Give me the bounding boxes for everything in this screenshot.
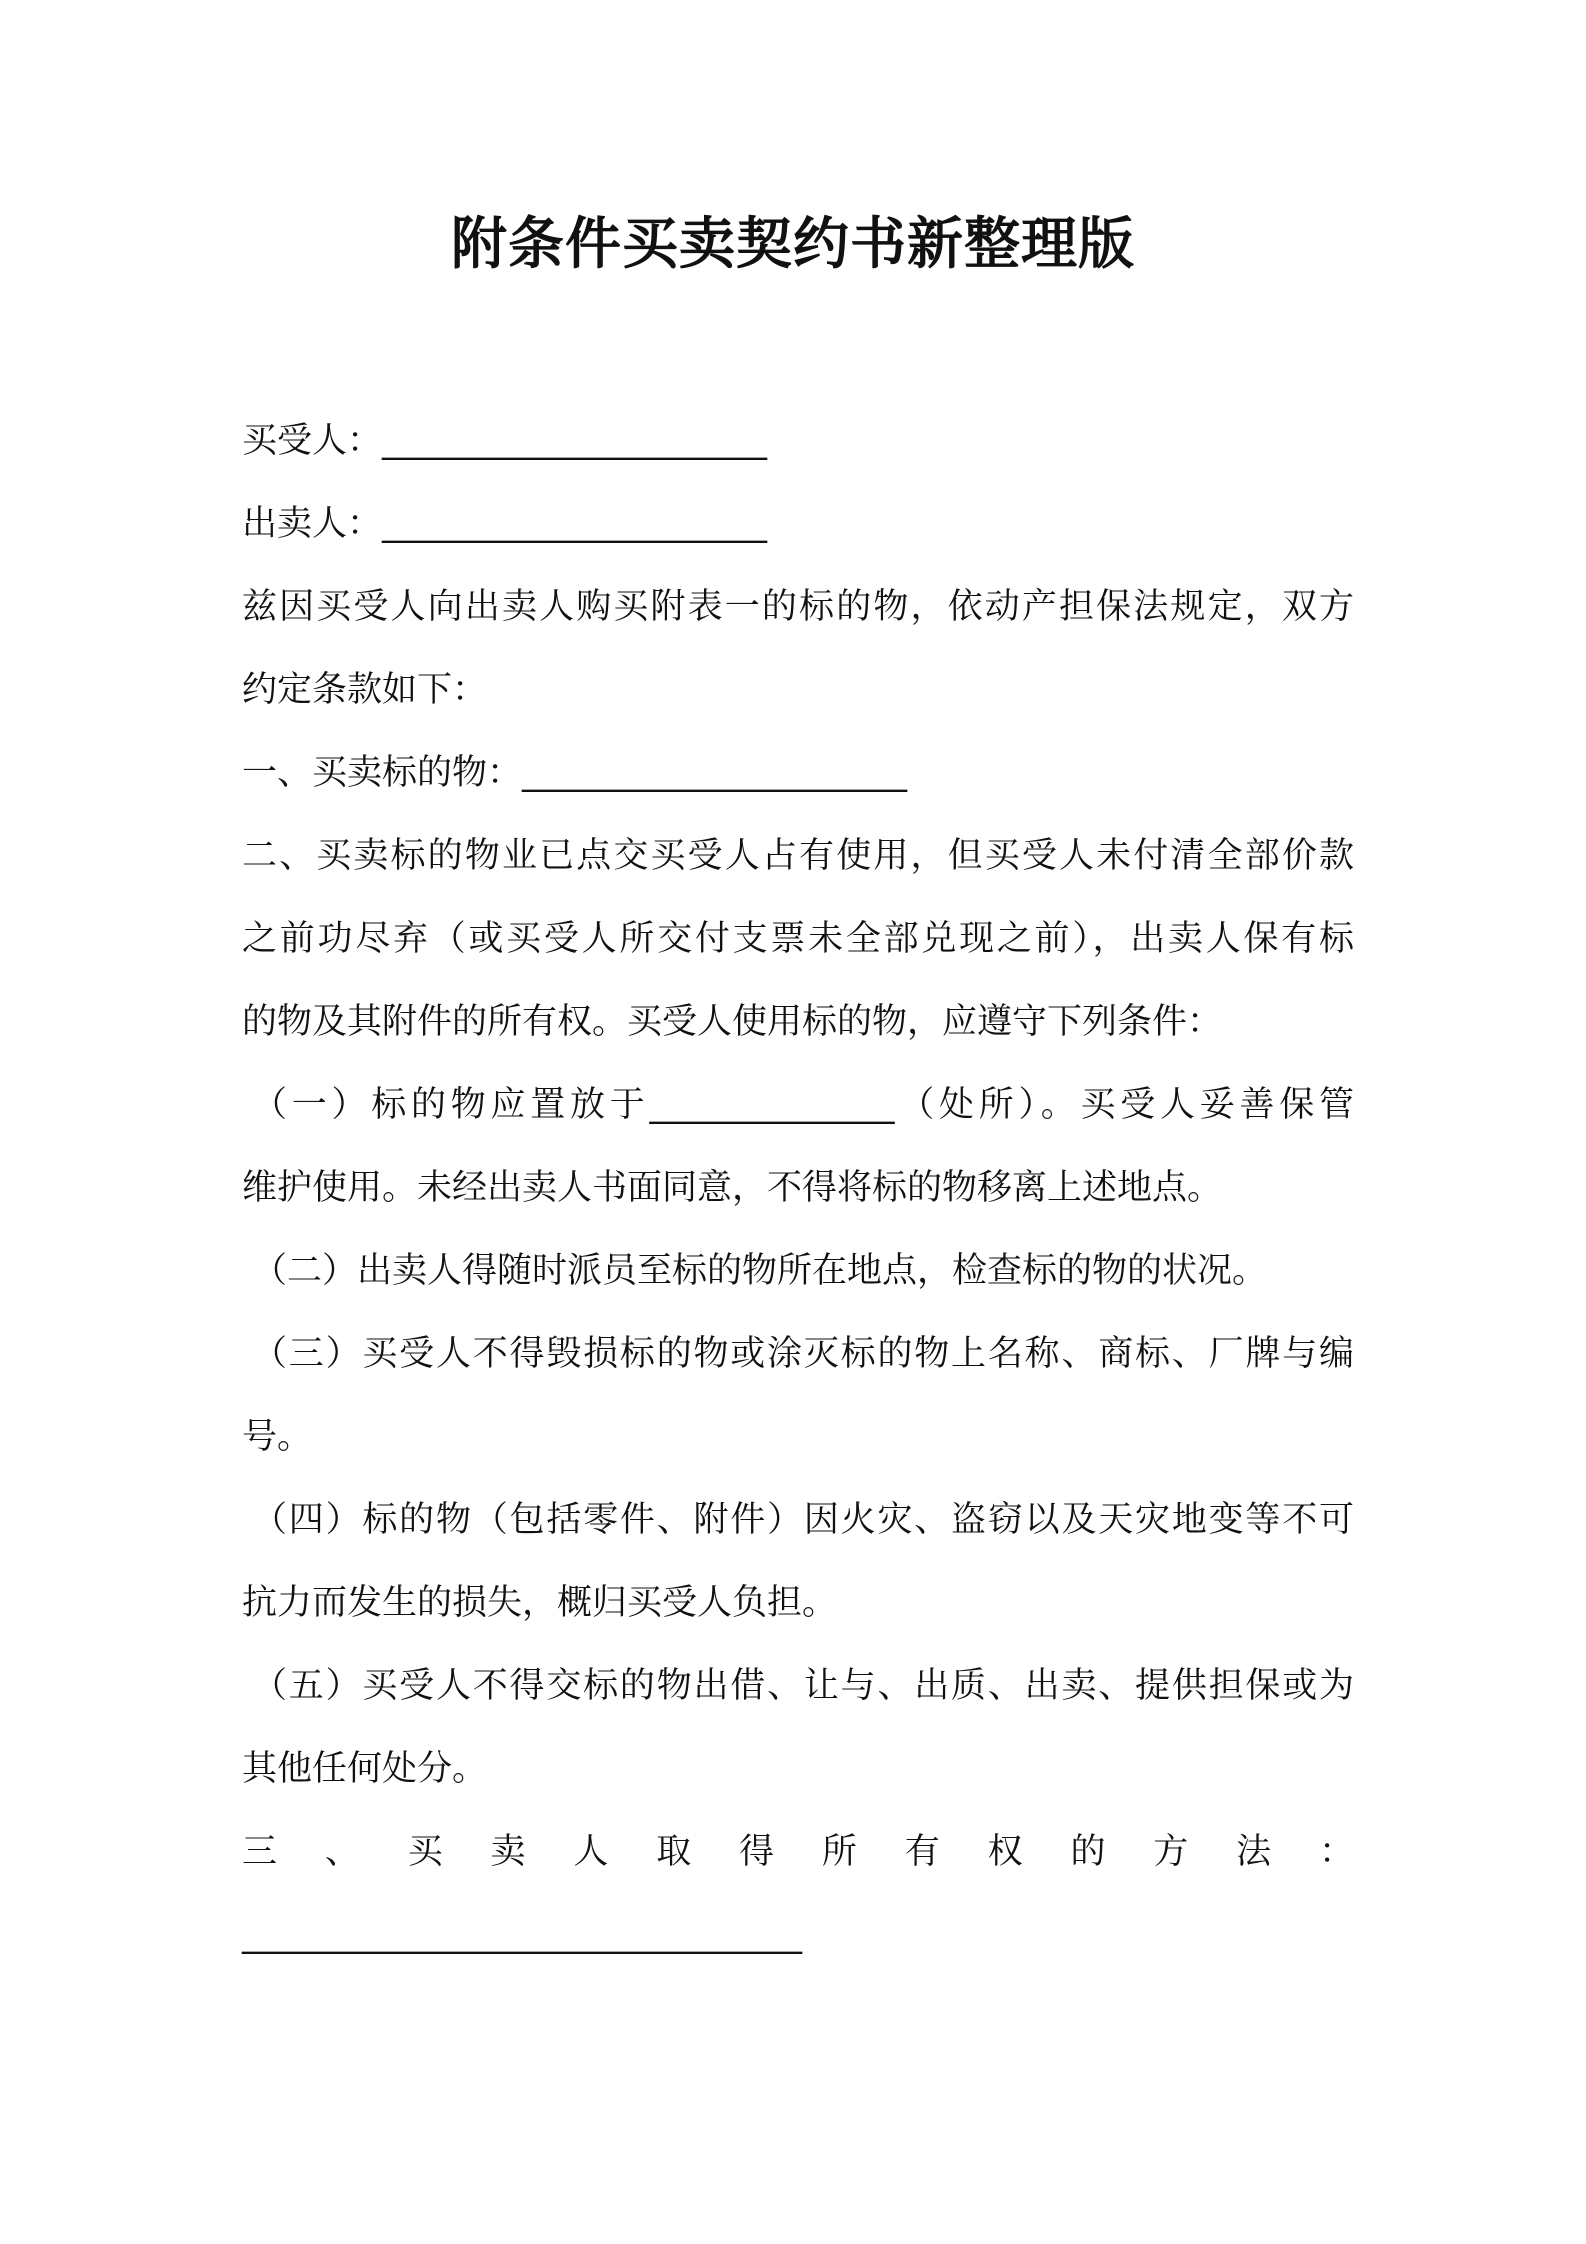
clause-3-char: 法 — [1236, 1832, 1272, 1872]
intro-line-1: 兹因买受人向出卖人购买附表一的标的物，依动产担保法规定，双方 — [242, 587, 1354, 627]
buyer-line: 买受人：______________________ — [242, 421, 768, 461]
condition-4-line-1: （四）标的物（包括零件、附件）因火灾、盗窃以及天灾地变等不可 — [252, 1500, 1354, 1540]
condition-1-line-2: 维护使用。未经出卖人书面同意，不得将标的物移离上述地点。 — [242, 1168, 1223, 1208]
clause-2-line-3: 的物及其附件的所有权。买受人使用标的物，应遵守下列条件： — [242, 1002, 1223, 1042]
clause-3-heading — [242, 1811, 1354, 1894]
clause-1-line: 一、买卖标的物：______________________ — [242, 753, 908, 793]
clause-3-char: 买 — [407, 1832, 443, 1872]
intro-line-2: 约定条款如下： — [242, 670, 488, 710]
clause-3-char: 取 — [656, 1832, 692, 1872]
clause-3-char: 得 — [739, 1832, 775, 1872]
clause-3-char: 有 — [904, 1832, 940, 1872]
clause-3-char: 人 — [573, 1832, 609, 1872]
condition-2-line: （二）出卖人得随时派员至标的物所在地点，检查标的物的状况。 — [252, 1251, 1268, 1291]
condition-3-line-1: （三）买受人不得毁损标的物或涂灭标的物上名称、商标、厂牌与编 — [252, 1334, 1354, 1374]
clause-2-line-1: 二、买卖标的物业已点交买受人占有使用，但买受人未付清全部价款 — [242, 836, 1354, 876]
condition-3-line-2: 号。 — [242, 1417, 313, 1457]
clause-3-char: ： — [1318, 1832, 1354, 1872]
clause-3-char: 卖 — [490, 1832, 526, 1872]
clause-3-blank: ________________________________ — [242, 1915, 802, 1955]
page-title: 附条件买卖契约书新整理版 — [451, 212, 1135, 277]
seller-line: 出卖人：______________________ — [242, 504, 768, 544]
condition-5-line-1: （五）买受人不得交标的物出借、让与、出质、出卖、提供担保或为 — [252, 1666, 1354, 1706]
clause-2-line-2: 之前功尽弃（或买受人所交付支票未全部兑现之前），出卖人保有标 — [242, 919, 1354, 959]
clause-3-char: 、 — [324, 1832, 360, 1872]
condition-1-line-1: （一）标的物应置放于______________（处所）。买受人妥善保管 — [252, 1085, 1354, 1125]
condition-5-line-2: 其他任何处分。 — [242, 1749, 488, 1789]
clause-3-char: 的 — [1070, 1832, 1106, 1872]
clause-3-char: 所 — [821, 1832, 857, 1872]
document-body — [242, 400, 1354, 1977]
clause-3-char: 方 — [1153, 1832, 1189, 1872]
clause-3-char: 三 — [242, 1832, 278, 1872]
clause-3-char: 权 — [987, 1832, 1023, 1872]
condition-4-line-2: 抗力而发生的损失，概归买受人负担。 — [242, 1583, 838, 1623]
